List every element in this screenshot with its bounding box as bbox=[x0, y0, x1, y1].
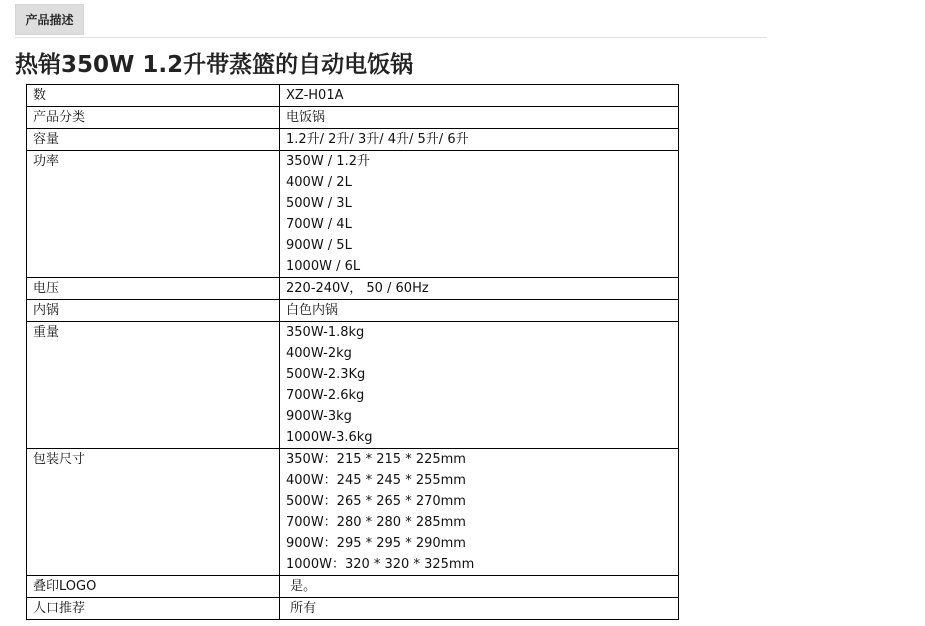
table-row bbox=[27, 151, 679, 278]
spec-value-line: 400W：245 * 245 * 255mm bbox=[286, 473, 466, 488]
spec-value-line: 500W：265 * 265 * 270mm bbox=[286, 494, 466, 509]
spec-value-line: 700W：280 * 280 * 285mm bbox=[286, 515, 466, 530]
spec-value bbox=[280, 322, 679, 449]
spec-key: 电压 bbox=[27, 278, 280, 300]
spec-value-line: 1000W：320 * 320 * 325mm bbox=[286, 557, 475, 572]
spec-value-line: 1000W / 6L bbox=[286, 259, 361, 274]
table-row bbox=[27, 278, 679, 300]
spec-value bbox=[280, 107, 679, 129]
spec-value bbox=[280, 129, 679, 151]
spec-value-line: 电饭锅 bbox=[286, 110, 326, 125]
spec-value-line: 900W：295 * 295 * 290mm bbox=[286, 536, 466, 551]
spec-value-line: 500W / 3L bbox=[286, 196, 352, 211]
spec-value-line: 1000W-3.6kg bbox=[286, 430, 373, 445]
spec-key: 包装尺寸 bbox=[27, 449, 280, 576]
table-row bbox=[27, 85, 679, 107]
table-row bbox=[27, 107, 679, 129]
spec-value-line: 700W / 4L bbox=[286, 217, 352, 232]
table-row bbox=[27, 598, 679, 620]
spec-key: 重量 bbox=[27, 322, 280, 449]
spec-table bbox=[26, 84, 679, 620]
table-row bbox=[27, 322, 679, 449]
spec-key: 人口推荐 bbox=[27, 598, 280, 620]
spec-value-line: 220-240V， 50 / 60Hz bbox=[286, 281, 429, 296]
spec-value-line: 400W-2kg bbox=[286, 346, 352, 361]
spec-key: 叠印LOGO bbox=[27, 576, 280, 598]
spec-value-line: 白色内锅 bbox=[286, 303, 339, 318]
spec-value-line: 是。 bbox=[286, 579, 317, 594]
spec-value bbox=[280, 85, 679, 107]
spec-value-line: 900W-3kg bbox=[286, 409, 352, 424]
spec-value-line: 400W / 2L bbox=[286, 175, 352, 190]
spec-key: 容量 bbox=[27, 129, 280, 151]
spec-value bbox=[280, 151, 679, 278]
spec-value-line: XZ-H01A bbox=[286, 88, 344, 103]
spec-key: 内锅 bbox=[27, 300, 280, 322]
table-row bbox=[27, 576, 679, 598]
table-row bbox=[27, 129, 679, 151]
spec-value-line: 900W / 5L bbox=[286, 238, 352, 253]
tab-bar bbox=[15, 4, 767, 38]
spec-value-line: 350W-1.8kg bbox=[286, 325, 365, 340]
spec-value bbox=[280, 300, 679, 322]
spec-key: 功率 bbox=[27, 151, 280, 278]
spec-value bbox=[280, 278, 679, 300]
spec-value-line: 1.2升/ 2升/ 3升/ 4升/ 5升/ 6升 bbox=[286, 132, 469, 147]
spec-value-line: 350W / 1.2升 bbox=[286, 154, 370, 169]
table-row bbox=[27, 300, 679, 322]
product-title: 热销350W 1.2升带蒸篮的自动电饭锅 bbox=[15, 52, 414, 78]
spec-value-line: 350W：215 * 215 * 225mm bbox=[286, 452, 466, 467]
spec-value-line: 所有 bbox=[286, 601, 317, 616]
spec-value bbox=[280, 598, 679, 620]
tab-product-description[interactable]: 产品描述 bbox=[15, 4, 84, 35]
spec-value bbox=[280, 449, 679, 576]
spec-key: 数 bbox=[27, 85, 280, 107]
spec-value bbox=[280, 576, 679, 598]
spec-key: 产品分类 bbox=[27, 107, 280, 129]
spec-value-line: 500W-2.3Kg bbox=[286, 367, 366, 382]
spec-value-line: 700W-2.6kg bbox=[286, 388, 365, 403]
table-row bbox=[27, 449, 679, 576]
